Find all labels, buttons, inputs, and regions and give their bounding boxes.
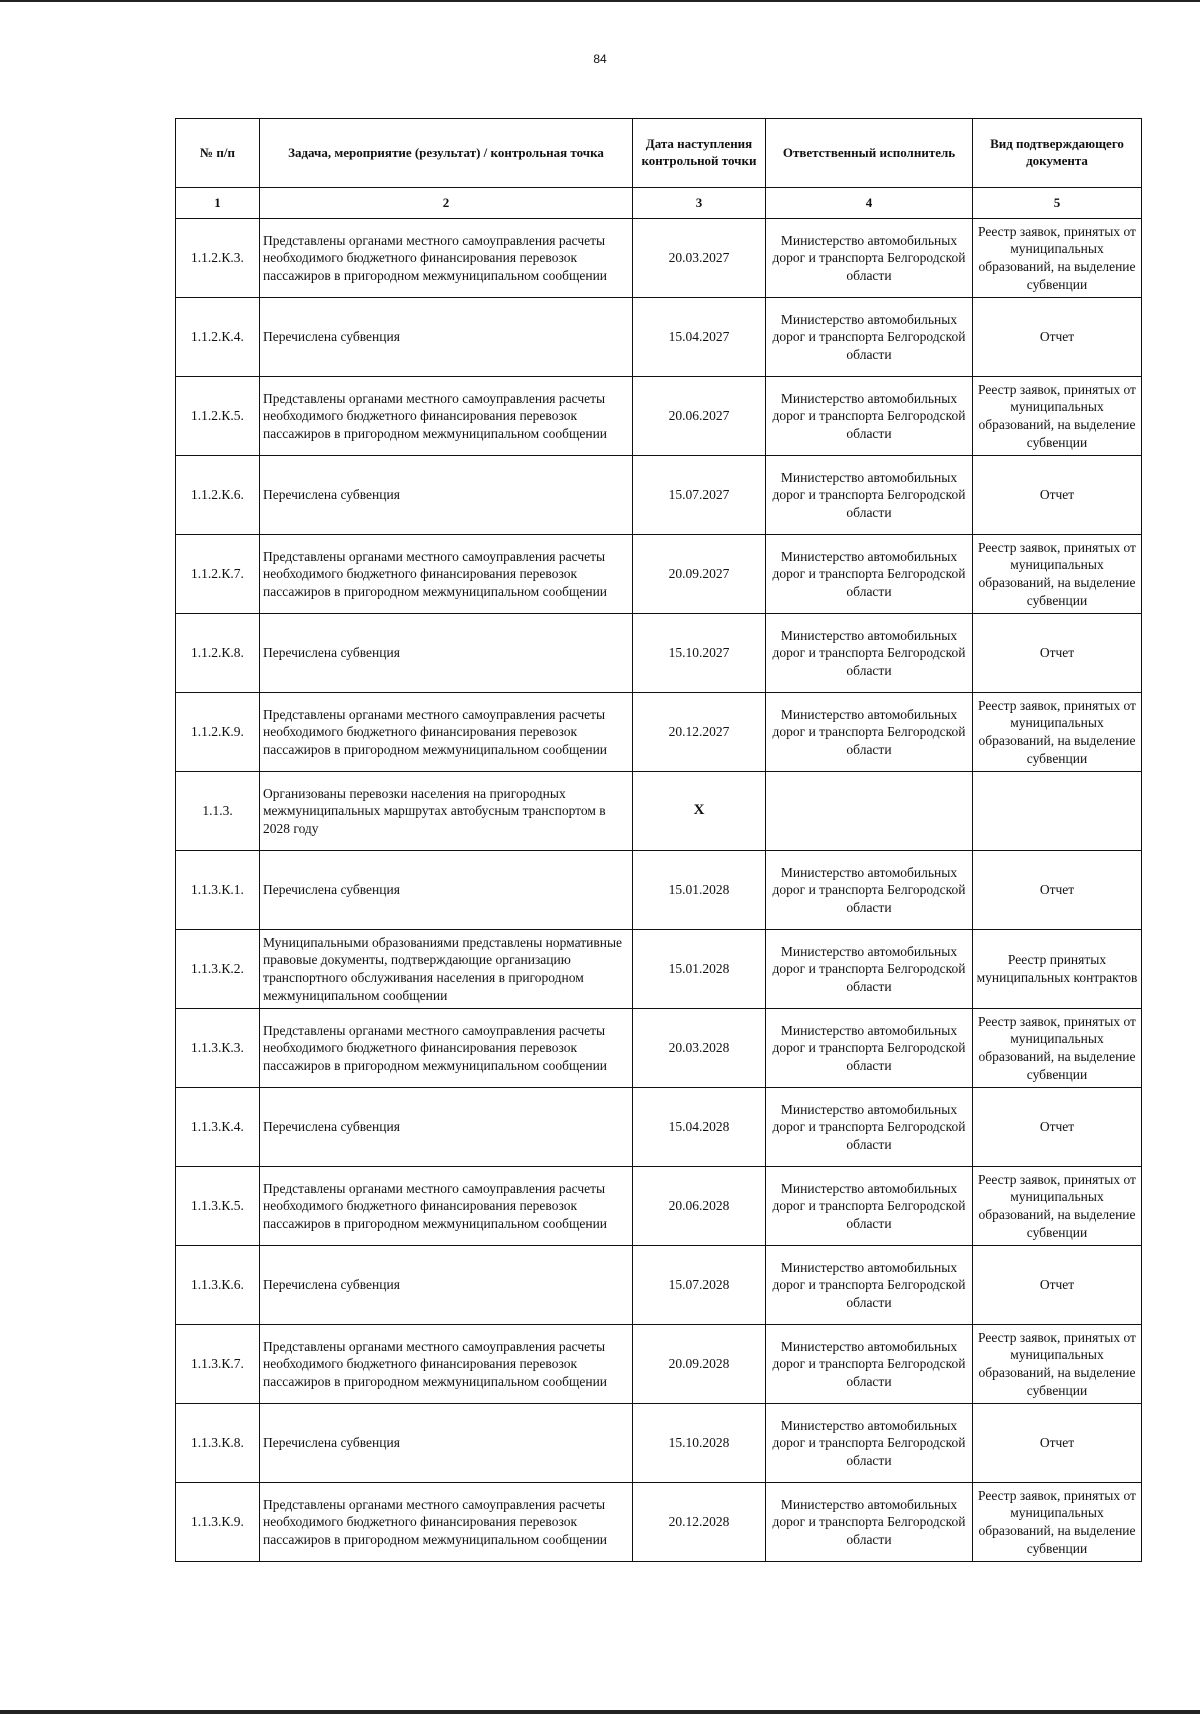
row-date: 15.10.2028 [633, 1404, 766, 1483]
row-responsible: Министерство автомобильных дорог и транспорта Белгородской области [766, 930, 973, 1009]
row-responsible: Министерство автомобильных дорог и транспорта Белгородской области [766, 1167, 973, 1246]
row-task: Представлены органами местного самоуправления расчеты необходимого бюджетного финансирования перевозок пассажиров в пригородном межмуниципальном сообщении [260, 1483, 633, 1562]
row-date: 20.03.2027 [633, 219, 766, 298]
row-date: 20.09.2028 [633, 1325, 766, 1404]
row-responsible: Министерство автомобильных дорог и транспорта Белгородской области [766, 535, 973, 614]
row-date: 15.07.2027 [633, 456, 766, 535]
row-task: Представлены органами местного самоуправления расчеты необходимого бюджетного финансирования перевозок пассажиров в пригородном межмуниципальном сообщении [260, 1167, 633, 1246]
header-task: Задача, мероприятие (результат) / контрольная точка [260, 119, 633, 188]
row-num: 1.1.3.К.9. [176, 1483, 260, 1562]
row-responsible: Министерство автомобильных дорог и транспорта Белгородской области [766, 1404, 973, 1483]
row-task: Перечислена субвенция [260, 456, 633, 535]
row-task: Перечислена субвенция [260, 1404, 633, 1483]
row-date: 20.06.2027 [633, 377, 766, 456]
row-num: 1.1.3.К.3. [176, 1009, 260, 1088]
table-row [176, 219, 1142, 298]
scan-edge-bottom [0, 1710, 1200, 1714]
row-responsible: Министерство автомобильных дорог и транспорта Белгородской области [766, 1325, 973, 1404]
row-document: Реестр заявок, принятых от муниципальных образований, на выделение субвенции [973, 1483, 1142, 1562]
row-document: Отчет [973, 456, 1142, 535]
header-num: № п/п [176, 119, 260, 188]
row-date: X [633, 772, 766, 851]
table-row [176, 1009, 1142, 1088]
page-number: 84 [593, 52, 607, 66]
row-num: 1.1.2.К.6. [176, 456, 260, 535]
table-row [176, 1246, 1142, 1325]
row-num: 1.1.3. [176, 772, 260, 851]
row-responsible: Министерство автомобильных дорог и транспорта Белгородской области [766, 456, 973, 535]
row-document: Отчет [973, 1404, 1142, 1483]
row-date: 20.12.2028 [633, 1483, 766, 1562]
table-row [176, 1088, 1142, 1167]
table-row [176, 1483, 1142, 1562]
row-document: Реестр заявок, принятых от муниципальных образований, на выделение субвенции [973, 535, 1142, 614]
row-document: Реестр заявок, принятых от муниципальных образований, на выделение субвенции [973, 693, 1142, 772]
header-responsible: Ответственный исполнитель [766, 119, 973, 188]
row-num: 1.1.3.К.4. [176, 1088, 260, 1167]
row-task: Представлены органами местного самоуправления расчеты необходимого бюджетного финансирования перевозок пассажиров в пригородном межмуниципальном сообщении [260, 1009, 633, 1088]
row-responsible: Министерство автомобильных дорог и транспорта Белгородской области [766, 219, 973, 298]
table-row [176, 298, 1142, 377]
row-responsible: Министерство автомобильных дорог и транспорта Белгородской области [766, 377, 973, 456]
header-date: Дата наступления контрольной точки [633, 119, 766, 188]
row-task: Представлены органами местного самоуправления расчеты необходимого бюджетного финансирования перевозок пассажиров в пригородном межмуниципальном сообщении [260, 693, 633, 772]
row-task: Представлены органами местного самоуправления расчеты необходимого бюджетного финансирования перевозок пассажиров в пригородном межмуниципальном сообщении [260, 219, 633, 298]
table-body [176, 219, 1142, 1562]
row-task: Перечислена субвенция [260, 614, 633, 693]
row-task: Перечислена субвенция [260, 1246, 633, 1325]
row-responsible: Министерство автомобильных дорог и транспорта Белгородской области [766, 614, 973, 693]
row-document: Реестр заявок, принятых от муниципальных образований, на выделение субвенции [973, 219, 1142, 298]
row-date: 20.09.2027 [633, 535, 766, 614]
row-document: Реестр принятых муниципальных контрактов [973, 930, 1142, 1009]
row-responsible: Министерство автомобильных дорог и транспорта Белгородской области [766, 298, 973, 377]
table-row [176, 693, 1142, 772]
row-num: 1.1.2.К.3. [176, 219, 260, 298]
column-number-row [176, 188, 1142, 219]
row-responsible: Министерство автомобильных дорог и транспорта Белгородской области [766, 1246, 973, 1325]
row-document: Отчет [973, 1246, 1142, 1325]
row-date: 20.06.2028 [633, 1167, 766, 1246]
row-responsible: Министерство автомобильных дорог и транспорта Белгородской области [766, 851, 973, 930]
row-num: 1.1.2.К.4. [176, 298, 260, 377]
row-document: Реестр заявок, принятых от муниципальных образований, на выделение субвенции [973, 1167, 1142, 1246]
row-document [973, 772, 1142, 851]
table-row [176, 535, 1142, 614]
row-responsible: Министерство автомобильных дорог и транспорта Белгородской области [766, 1088, 973, 1167]
row-date: 15.01.2028 [633, 851, 766, 930]
table-row [176, 456, 1142, 535]
column-number: 4 [766, 188, 973, 219]
table-row [176, 1404, 1142, 1483]
row-document: Реестр заявок, принятых от муниципальных образований, на выделение субвенции [973, 1009, 1142, 1088]
row-num: 1.1.3.К.6. [176, 1246, 260, 1325]
row-document: Реестр заявок, принятых от муниципальных образований, на выделение субвенции [973, 377, 1142, 456]
row-document: Реестр заявок, принятых от муниципальных образований, на выделение субвенции [973, 1325, 1142, 1404]
row-date: 15.04.2027 [633, 298, 766, 377]
table-row [176, 1325, 1142, 1404]
table-row [176, 1167, 1142, 1246]
row-task: Перечислена субвенция [260, 1088, 633, 1167]
row-responsible [766, 772, 973, 851]
row-num: 1.1.3.К.7. [176, 1325, 260, 1404]
table-row [176, 377, 1142, 456]
row-responsible: Министерство автомобильных дорог и транспорта Белгородской области [766, 693, 973, 772]
row-task: Перечислена субвенция [260, 298, 633, 377]
table-header-row [176, 119, 1142, 188]
row-date: 15.04.2028 [633, 1088, 766, 1167]
row-task: Муниципальными образованиями представлены нормативные правовые документы, подтверждающие организацию транспортного обслуживания населения в пригородном межмуниципальном сообщении [260, 930, 633, 1009]
row-num: 1.1.2.К.9. [176, 693, 260, 772]
row-date: 20.12.2027 [633, 693, 766, 772]
row-task: Перечислена субвенция [260, 851, 633, 930]
control-points-table [175, 118, 1142, 1562]
row-date: 15.01.2028 [633, 930, 766, 1009]
column-number: 5 [973, 188, 1142, 219]
row-num: 1.1.3.К.5. [176, 1167, 260, 1246]
row-num: 1.1.3.К.8. [176, 1404, 260, 1483]
row-num: 1.1.3.К.2. [176, 930, 260, 1009]
row-task: Представлены органами местного самоуправления расчеты необходимого бюджетного финансирования перевозок пассажиров в пригородном межмуниципальном сообщении [260, 1325, 633, 1404]
row-document: Отчет [973, 1088, 1142, 1167]
row-date: 20.03.2028 [633, 1009, 766, 1088]
header-document: Вид подтверждающего документа [973, 119, 1142, 188]
row-task: Организованы перевозки населения на пригородных межмуниципальных маршрутах автобусным транспортом в 2028 году [260, 772, 633, 851]
row-document: Отчет [973, 851, 1142, 930]
table-row-task-group [176, 772, 1142, 851]
row-responsible: Министерство автомобильных дорог и транспорта Белгородской области [766, 1009, 973, 1088]
table-row [176, 614, 1142, 693]
row-document: Отчет [973, 298, 1142, 377]
column-number: 3 [633, 188, 766, 219]
row-num: 1.1.3.К.1. [176, 851, 260, 930]
row-num: 1.1.2.К.8. [176, 614, 260, 693]
table-row [176, 930, 1142, 1009]
row-date: 15.10.2027 [633, 614, 766, 693]
row-num: 1.1.2.К.7. [176, 535, 260, 614]
row-date: 15.07.2028 [633, 1246, 766, 1325]
row-responsible: Министерство автомобильных дорог и транспорта Белгородской области [766, 1483, 973, 1562]
column-number: 2 [260, 188, 633, 219]
column-number: 1 [176, 188, 260, 219]
row-task: Представлены органами местного самоуправления расчеты необходимого бюджетного финансирования перевозок пассажиров в пригородном межмуниципальном сообщении [260, 535, 633, 614]
table-row [176, 851, 1142, 930]
row-document: Отчет [973, 614, 1142, 693]
scan-edge-top [0, 0, 1200, 2]
row-task: Представлены органами местного самоуправления расчеты необходимого бюджетного финансирования перевозок пассажиров в пригородном межмуниципальном сообщении [260, 377, 633, 456]
row-num: 1.1.2.К.5. [176, 377, 260, 456]
